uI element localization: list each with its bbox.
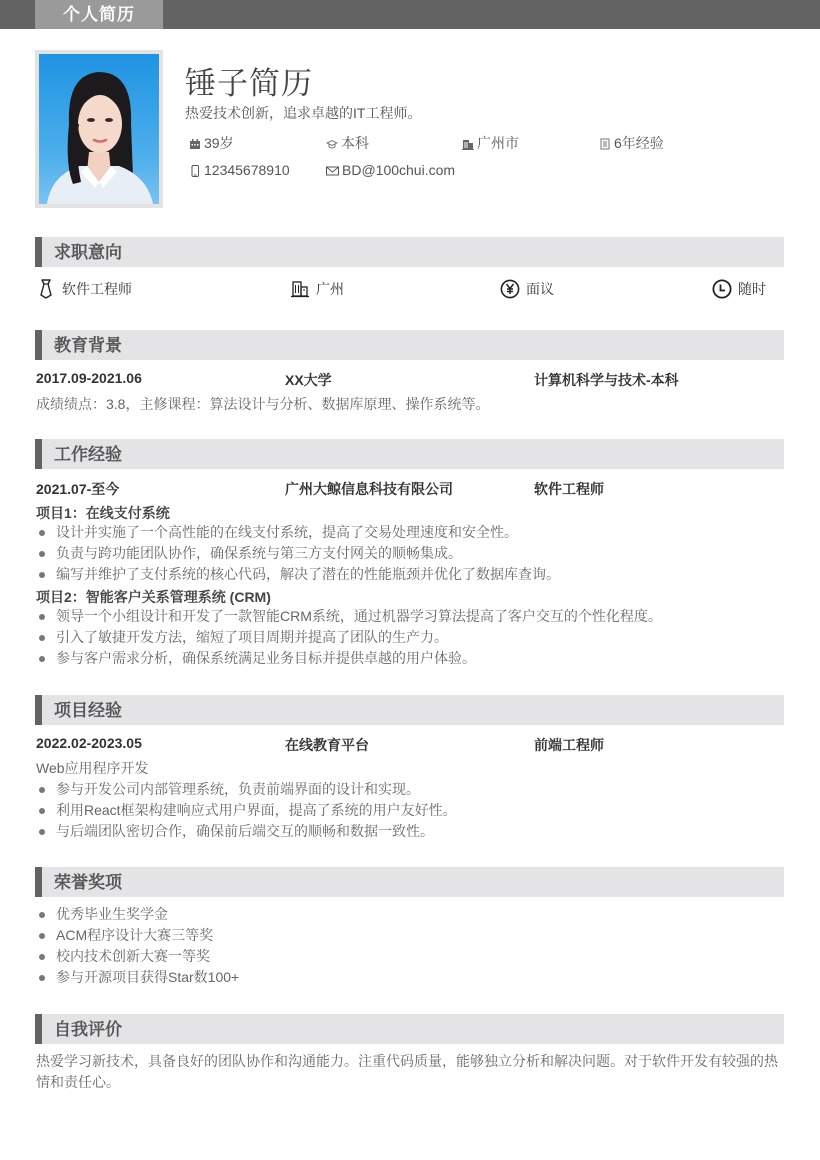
list-item: 利用React框架构建响应式用户界面，提高了系统的用户友好性。 [36,800,457,821]
project-name: 在线教育平台 [285,737,369,753]
section-title: 自我评价 [54,1020,122,1039]
intent-availability-label: 随时 [738,281,766,297]
list-item: 参与开源项目获得Star数100+ [36,967,239,988]
list-item: 校内技术创新大赛一等奖 [36,946,239,967]
intent-city [290,278,344,300]
candidate-name: 锤子简历 [185,66,313,101]
tie-icon [36,278,56,300]
building-icon [290,278,310,300]
calendar-icon [189,137,201,149]
info-email [326,162,455,178]
list-item: 领导一个小组设计和开发了一款智能CRM系统，通过机器学习算法提高了客户交互的个性化程度。 [36,606,662,627]
info-experience [599,133,664,153]
list-item: 参与客户需求分析，确保系统满足业务目标并提供卓越的用户体验。 [36,648,662,669]
project-role: 前端工程师 [534,737,604,753]
graduation-cap-icon [326,137,338,149]
resume-title-tab: 个人简历 [35,0,163,29]
list-item: 负责与跨功能团队协作，确保系统与第三方支付网关的顺畅集成。 [36,543,560,564]
info-phone [189,162,290,178]
section-title: 荣誉奖项 [54,873,122,892]
yen-icon [500,278,520,300]
section-header-honors [35,867,784,897]
candidate-tagline: 热爱技术创新，追求卓越的IT工程师。 [185,105,422,121]
info-age [189,133,234,153]
section-title: 求职意向 [54,243,122,262]
project-period: 2022.02-2023.05 [36,735,142,751]
intent-city-label: 广州 [316,281,344,297]
intent-position [36,278,132,300]
intent-position-label: 软件工程师 [62,281,132,297]
info-city [462,133,519,153]
list-item: 编写并维护了支付系统的核心代码，解决了潜在的性能瓶颈并优化了数据库查询。 [36,564,560,585]
document-icon [599,137,611,149]
education-school: XX大学 [285,372,332,388]
education-detail: 成绩绩点：3.8，主修课程：算法设计与分析、数据库原理、操作系统等。 [36,396,490,412]
clock-icon [712,278,732,300]
project-bullets [36,779,457,842]
phone-icon [189,164,201,176]
section-header-education [35,330,784,360]
section-title: 工作经验 [54,445,122,464]
list-item: 优秀毕业生奖学金 [36,904,239,925]
education-value: 本科 [341,135,369,151]
intent-salary-label: 面议 [526,281,554,297]
education-period: 2017.09-2021.06 [36,370,142,386]
work-project-bullets [36,606,662,669]
project-summary: Web应用程序开发 [36,760,149,776]
list-item: 与后端团队密切合作，确保前后端交互的顺畅和数据一致性。 [36,821,457,842]
building-icon [462,137,474,149]
age-value: 39岁 [204,135,234,151]
honors-list [36,904,239,988]
list-item: 设计并实施了一个高性能的在线支付系统，提高了交易处理速度和安全性。 [36,522,560,543]
experience-value: 6年经验 [614,135,664,151]
self-evaluation-text: 热爱学习新技术，具备良好的团队协作和沟通能力。注重代码质量，能够独立分析和解决问题。对于软件开发有较强的热情和责任心。 [36,1053,778,1090]
work-project-title: 项目1：在线支付系统 [36,505,170,521]
intent-availability [712,278,766,300]
top-bar [0,0,820,29]
list-item: 参与开发公司内部管理系统，负责前端界面的设计和实现。 [36,779,457,800]
section-title: 教育背景 [54,336,122,355]
intent-salary [500,278,554,300]
section-title: 项目经验 [54,701,122,720]
list-item: ACM程序设计大赛三等奖 [36,925,239,946]
portrait-illustration [39,54,159,204]
work-role: 软件工程师 [534,481,604,497]
profile-photo [39,54,159,204]
mail-icon [326,164,339,176]
section-header-work [35,439,784,469]
email-value: BD@100chui.com [342,162,456,178]
education-major: 计算机科学与技术-本科 [534,372,679,388]
section-header-intent [35,237,784,267]
work-company: 广州大鲸信息科技有限公司 [285,481,453,497]
phone-value: 12345678910 [204,162,290,178]
section-header-project [35,695,784,725]
info-education [326,133,369,153]
profile-photo-frame [35,50,163,208]
city-value: 广州市 [477,135,519,151]
work-project-bullets [36,522,560,585]
work-period: 2021.07-至今 [36,481,120,497]
list-item: 引入了敏捷开发方法，缩短了项目周期并提高了团队的生产力。 [36,627,662,648]
work-project-title: 项目2：智能客户关系管理系统 (CRM) [36,589,271,605]
section-header-self-eval [35,1014,784,1044]
